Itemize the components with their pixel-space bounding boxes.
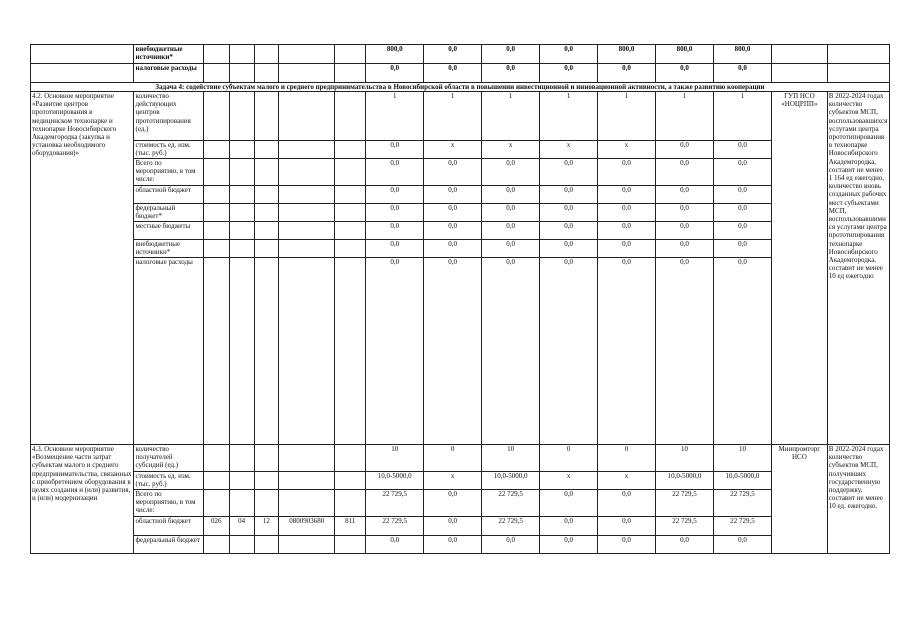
value-cell: 0,0 bbox=[482, 186, 540, 204]
value-cell: 10 bbox=[656, 445, 714, 472]
row-label: Всего по мероприятию, в том числе: bbox=[134, 159, 203, 186]
row-label: количество получателей субсидий (ед.) bbox=[134, 445, 203, 472]
row-label: внебюджетные источники* bbox=[134, 240, 203, 258]
empty-cell bbox=[254, 186, 279, 204]
value-cell: 0,0 bbox=[713, 159, 771, 186]
table-row bbox=[31, 204, 890, 222]
empty-cell bbox=[279, 445, 335, 472]
value-cell: 10,0-5000,0 bbox=[713, 472, 771, 490]
empty-cell bbox=[203, 141, 229, 159]
row-label: федеральный бюджет* bbox=[134, 204, 203, 222]
measure-title: 4.2. Основное мероприятие «Развитие центров прототипирования в медицинском технопарке и технопарке Новосибирского Академгородка (закупка и установка необходимого оборудования)» bbox=[31, 92, 134, 445]
empty-cell bbox=[335, 141, 366, 159]
code-cell: 026 bbox=[203, 517, 229, 536]
value-cell: 0,0 bbox=[540, 186, 598, 204]
result-cell: В 2022-2024 годах количество субъектов МСП, воспользовавшихся услугами центра прототипирования в технопарке Новосибирского Академгородка, составит не менее 1 164 ед ежегодно, количество вновь созданных рабочих мест субъектами МСП, воспользовавшимися услугами центра прототипирования технопарке Новосибирского Академгородка, составит не менее 10 ед ежегодно bbox=[827, 92, 889, 445]
value-cell: 0 bbox=[598, 445, 656, 472]
value-cell: x bbox=[598, 141, 656, 159]
empty-cell bbox=[335, 222, 366, 240]
empty-cell bbox=[254, 64, 279, 83]
value-cell: 0,0 bbox=[656, 240, 714, 258]
empty-cell bbox=[203, 92, 229, 141]
empty-cell bbox=[229, 92, 254, 141]
value-cell: 1 bbox=[540, 92, 598, 141]
empty-cell bbox=[335, 186, 366, 204]
value-cell: 0,0 bbox=[482, 204, 540, 222]
value-cell: 0,0 bbox=[482, 222, 540, 240]
value-cell: 800,0 bbox=[366, 45, 424, 64]
value-cell: 0,0 bbox=[540, 536, 598, 554]
value-cell: 0,0 bbox=[424, 536, 482, 554]
empty-cell bbox=[279, 64, 335, 83]
value-cell: 0,0 bbox=[713, 240, 771, 258]
value-cell: 0,0 bbox=[366, 64, 424, 83]
measure-title: 4.3. Основное мероприятие «Возмещение части затрат субъектам малого и среднего предпринимательства, связанных с приобретением оборудования в целях создания и (или) развития, и (или) модернизации bbox=[31, 445, 134, 554]
value-cell: 10,0-5000,0 bbox=[366, 472, 424, 490]
value-cell: 0,0 bbox=[713, 141, 771, 159]
empty-cell bbox=[31, 64, 134, 83]
value-cell: 0,0 bbox=[713, 186, 771, 204]
value-cell: 0,0 bbox=[598, 490, 656, 517]
value-cell: 0,0 bbox=[598, 159, 656, 186]
code-cell: 12 bbox=[254, 517, 279, 536]
table-row bbox=[31, 445, 890, 472]
value-cell: 22 729,5 bbox=[656, 490, 714, 517]
value-cell: 0,0 bbox=[656, 159, 714, 186]
table-row bbox=[31, 222, 890, 240]
value-cell: 0,0 bbox=[540, 240, 598, 258]
value-cell: 0,0 bbox=[598, 64, 656, 83]
empty-cell bbox=[279, 240, 335, 258]
value-cell: 0,0 bbox=[598, 222, 656, 240]
empty-cell bbox=[203, 45, 229, 64]
value-cell: 0,0 bbox=[482, 536, 540, 554]
empty-cell bbox=[279, 159, 335, 186]
value-cell: 1 bbox=[598, 92, 656, 141]
task-header-row bbox=[31, 83, 890, 92]
value-cell: 22 729,5 bbox=[482, 490, 540, 517]
program-table bbox=[30, 44, 890, 554]
row-label: налоговые расходы bbox=[134, 258, 203, 445]
value-cell: 1 bbox=[482, 92, 540, 141]
empty-cell bbox=[229, 445, 254, 472]
value-cell: 0,0 bbox=[598, 517, 656, 536]
value-cell: 0,0 bbox=[424, 517, 482, 536]
empty-cell bbox=[335, 240, 366, 258]
value-cell: 0,0 bbox=[366, 240, 424, 258]
row-label: федеральный бюджет bbox=[134, 536, 203, 554]
value-cell: 0,0 bbox=[540, 45, 598, 64]
empty-cell bbox=[254, 92, 279, 141]
table-row bbox=[31, 45, 890, 64]
code-cell: 04 bbox=[229, 517, 254, 536]
value-cell: 0,0 bbox=[540, 258, 598, 445]
value-cell: 0 bbox=[540, 445, 598, 472]
value-cell: 1 bbox=[656, 92, 714, 141]
value-cell: x bbox=[482, 141, 540, 159]
empty-cell bbox=[335, 45, 366, 64]
table-row bbox=[31, 517, 890, 536]
value-cell: 0,0 bbox=[366, 258, 424, 445]
empty-cell bbox=[771, 45, 827, 64]
value-cell: 0,0 bbox=[424, 186, 482, 204]
value-cell: 0,0 bbox=[366, 186, 424, 204]
empty-cell bbox=[254, 490, 279, 517]
empty-cell bbox=[203, 472, 229, 490]
empty-cell bbox=[335, 204, 366, 222]
empty-cell bbox=[279, 141, 335, 159]
result-cell: В 2022-2024 годах количество субъектов МСП, получивших государственную поддержку, составит не менее 10 ед. ежегодно. bbox=[827, 445, 889, 554]
table-row bbox=[31, 159, 890, 186]
empty-cell bbox=[279, 258, 335, 445]
empty-cell bbox=[335, 258, 366, 445]
table-row bbox=[31, 536, 890, 554]
empty-cell bbox=[203, 536, 229, 554]
value-cell: 0,0 bbox=[713, 222, 771, 240]
value-cell: 10 bbox=[366, 445, 424, 472]
empty-cell bbox=[335, 64, 366, 83]
empty-cell bbox=[229, 159, 254, 186]
value-cell: x bbox=[424, 141, 482, 159]
value-cell: 0,0 bbox=[424, 490, 482, 517]
value-cell: 0,0 bbox=[713, 536, 771, 554]
value-cell: x bbox=[540, 141, 598, 159]
row-label: стоимость ед. изм. (тыс. руб.) bbox=[134, 141, 203, 159]
value-cell: 1 bbox=[424, 92, 482, 141]
empty-cell bbox=[335, 92, 366, 141]
value-cell: 800,0 bbox=[656, 45, 714, 64]
empty-cell bbox=[827, 64, 889, 83]
value-cell: 22 729,5 bbox=[366, 517, 424, 536]
empty-cell bbox=[229, 490, 254, 517]
empty-cell bbox=[229, 472, 254, 490]
row-label: налоговые расходы bbox=[134, 64, 203, 83]
table-row bbox=[31, 64, 890, 83]
value-cell: 0,0 bbox=[540, 159, 598, 186]
value-cell: 0,0 bbox=[540, 204, 598, 222]
value-cell: 800,0 bbox=[598, 45, 656, 64]
value-cell: 0,0 bbox=[366, 536, 424, 554]
value-cell: 0,0 bbox=[656, 536, 714, 554]
empty-cell bbox=[203, 204, 229, 222]
empty-cell bbox=[279, 536, 335, 554]
row-label: количество действующих центров прототипирования (ед.) bbox=[134, 92, 203, 141]
value-cell: 0,0 bbox=[713, 258, 771, 445]
value-cell: x bbox=[540, 472, 598, 490]
value-cell: 0,0 bbox=[424, 258, 482, 445]
empty-cell bbox=[254, 45, 279, 64]
value-cell: 0,0 bbox=[656, 222, 714, 240]
value-cell: 10,0-5000,0 bbox=[482, 472, 540, 490]
empty-cell bbox=[254, 536, 279, 554]
value-cell: 0,0 bbox=[713, 64, 771, 83]
empty-cell bbox=[203, 445, 229, 472]
value-cell: 0,0 bbox=[540, 64, 598, 83]
value-cell: 22 729,5 bbox=[482, 517, 540, 536]
value-cell: 0,0 bbox=[366, 204, 424, 222]
empty-cell bbox=[203, 159, 229, 186]
empty-cell bbox=[254, 159, 279, 186]
value-cell: 10,0-5000,0 bbox=[656, 472, 714, 490]
value-cell: 0,0 bbox=[598, 204, 656, 222]
empty-cell bbox=[203, 490, 229, 517]
value-cell: 10 bbox=[482, 445, 540, 472]
table-row bbox=[31, 92, 890, 141]
code-cell: 811 bbox=[335, 517, 366, 536]
empty-cell bbox=[827, 45, 889, 64]
empty-cell bbox=[335, 536, 366, 554]
table-row bbox=[31, 186, 890, 204]
row-label: Всего по мероприятию, в том числе: bbox=[134, 490, 203, 517]
value-cell: 0,0 bbox=[424, 64, 482, 83]
value-cell: 0,0 bbox=[424, 45, 482, 64]
row-label: внебюджетные источники* bbox=[134, 45, 203, 64]
empty-cell bbox=[279, 92, 335, 141]
executor-cell: ГУП НСО «НОЦРПП» bbox=[771, 92, 827, 445]
empty-cell bbox=[279, 204, 335, 222]
value-cell: 22 729,5 bbox=[366, 490, 424, 517]
empty-cell bbox=[203, 64, 229, 83]
value-cell: 0,0 bbox=[366, 159, 424, 186]
value-cell: 0,0 bbox=[540, 222, 598, 240]
table-row bbox=[31, 490, 890, 517]
value-cell: 0,0 bbox=[540, 490, 598, 517]
empty-cell bbox=[335, 445, 366, 472]
value-cell: 0,0 bbox=[482, 45, 540, 64]
value-cell: 0,0 bbox=[482, 258, 540, 445]
table-row bbox=[31, 258, 890, 445]
value-cell: 0,0 bbox=[598, 258, 656, 445]
value-cell: 1 bbox=[713, 92, 771, 141]
empty-cell bbox=[279, 222, 335, 240]
empty-cell bbox=[229, 258, 254, 445]
value-cell: 22 729,5 bbox=[713, 517, 771, 536]
value-cell: 0,0 bbox=[598, 536, 656, 554]
row-label: местные бюджеты bbox=[134, 222, 203, 240]
empty-cell bbox=[335, 159, 366, 186]
row-label: стоимость ед. изм. (тыс. руб.) bbox=[134, 472, 203, 490]
empty-cell bbox=[335, 472, 366, 490]
value-cell: 0,0 bbox=[424, 240, 482, 258]
empty-cell bbox=[254, 240, 279, 258]
empty-cell bbox=[203, 186, 229, 204]
executor-cell: Минпромторг НСО bbox=[771, 445, 827, 554]
value-cell: 22 729,5 bbox=[713, 490, 771, 517]
row-label: областной бюджет bbox=[134, 186, 203, 204]
empty-cell bbox=[335, 490, 366, 517]
empty-cell bbox=[229, 222, 254, 240]
value-cell: 1 bbox=[366, 92, 424, 141]
value-cell: 0 bbox=[424, 445, 482, 472]
empty-cell bbox=[203, 240, 229, 258]
value-cell: 0,0 bbox=[713, 204, 771, 222]
empty-cell bbox=[279, 45, 335, 64]
empty-cell bbox=[254, 222, 279, 240]
empty-cell bbox=[229, 45, 254, 64]
value-cell: 0,0 bbox=[424, 159, 482, 186]
value-cell: x bbox=[598, 472, 656, 490]
value-cell: 0,0 bbox=[656, 204, 714, 222]
empty-cell bbox=[229, 186, 254, 204]
value-cell: 0,0 bbox=[540, 517, 598, 536]
table-row bbox=[31, 141, 890, 159]
value-cell: 0,0 bbox=[366, 141, 424, 159]
value-cell: 0,0 bbox=[598, 186, 656, 204]
value-cell: 0,0 bbox=[656, 258, 714, 445]
empty-cell bbox=[203, 222, 229, 240]
empty-cell bbox=[229, 240, 254, 258]
empty-cell bbox=[279, 472, 335, 490]
value-cell: 0,0 bbox=[366, 222, 424, 240]
value-cell: 0,0 bbox=[424, 204, 482, 222]
empty-cell bbox=[254, 472, 279, 490]
empty-cell bbox=[771, 64, 827, 83]
table-row bbox=[31, 472, 890, 490]
value-cell: 10 bbox=[713, 445, 771, 472]
value-cell: 0,0 bbox=[424, 222, 482, 240]
row-label: областной бюджет bbox=[134, 517, 203, 536]
empty-cell bbox=[229, 141, 254, 159]
code-cell: 0800903680 bbox=[279, 517, 335, 536]
value-cell: x bbox=[424, 472, 482, 490]
value-cell: 22 729,5 bbox=[656, 517, 714, 536]
value-cell: 0,0 bbox=[482, 64, 540, 83]
empty-cell bbox=[229, 64, 254, 83]
empty-cell bbox=[254, 258, 279, 445]
value-cell: 0,0 bbox=[482, 159, 540, 186]
empty-cell bbox=[203, 258, 229, 445]
empty-cell bbox=[31, 45, 134, 64]
empty-cell bbox=[254, 445, 279, 472]
value-cell: 800,0 bbox=[713, 45, 771, 64]
empty-cell bbox=[279, 490, 335, 517]
value-cell: 0,0 bbox=[598, 240, 656, 258]
empty-cell bbox=[229, 536, 254, 554]
value-cell: 0,0 bbox=[656, 64, 714, 83]
table-row bbox=[31, 240, 890, 258]
value-cell: 0,0 bbox=[656, 141, 714, 159]
value-cell: 0,0 bbox=[656, 186, 714, 204]
value-cell: 0,0 bbox=[482, 240, 540, 258]
empty-cell bbox=[254, 204, 279, 222]
empty-cell bbox=[229, 204, 254, 222]
empty-cell bbox=[279, 186, 335, 204]
empty-cell bbox=[254, 141, 279, 159]
task-title: Задача 4: содействие субъектам малого и среднего предпринимательства в Новосибирской области в повышении инвестиционной и инновационной активности, а также развитию кооперации bbox=[31, 83, 890, 92]
